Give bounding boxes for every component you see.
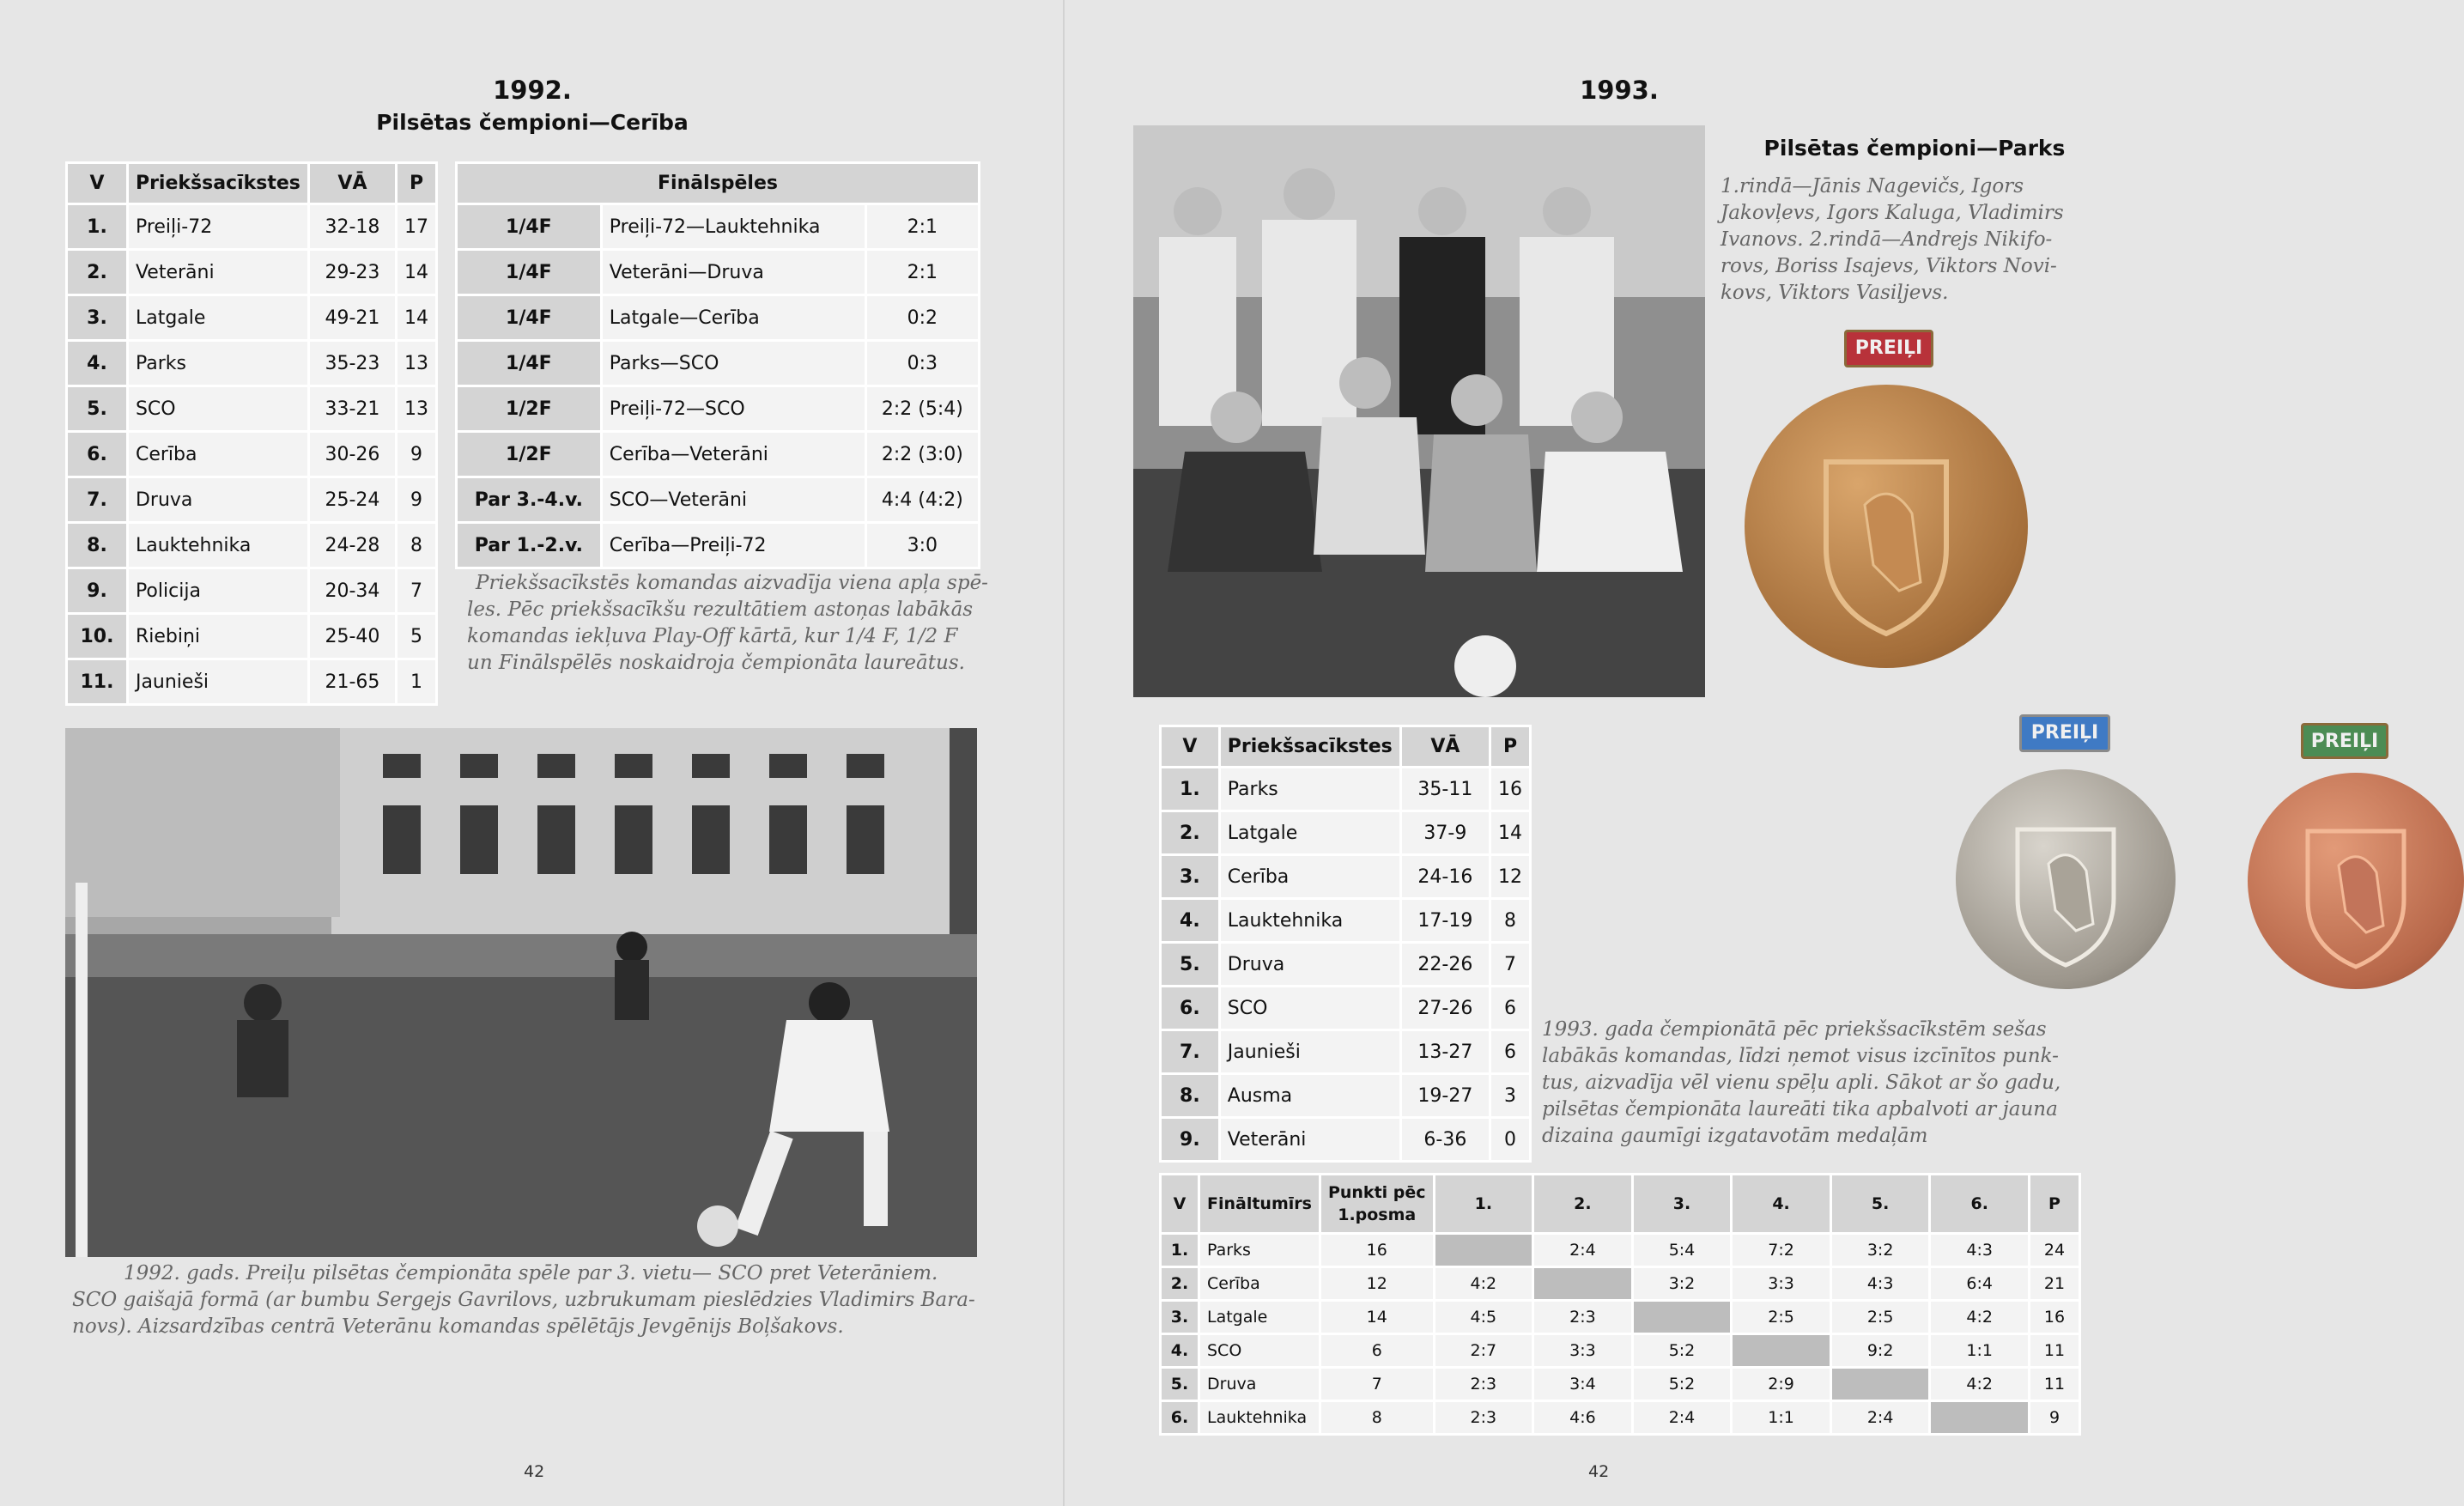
table-cell: 4:3 — [1832, 1268, 1929, 1299]
table-cell: Druva — [1200, 1369, 1319, 1400]
table-cell: 9 — [398, 478, 435, 521]
table-cell: 6:4 — [1931, 1268, 2028, 1299]
table-cell: SCO — [129, 387, 307, 430]
table-cell: 35-23 — [310, 342, 395, 385]
table-cell — [1832, 1369, 1929, 1400]
table-cell: 24-28 — [310, 524, 395, 567]
team-caption-line: kovs, Viktors Vasiļjevs. — [1721, 282, 1949, 304]
table-cell: Par 1.-2.v. — [458, 524, 600, 567]
team-photo — [1133, 125, 1705, 697]
final-tournament-table — [1159, 1173, 2081, 1436]
table-cell: 1. — [1162, 768, 1218, 810]
gold-medal — [1745, 385, 2028, 668]
table-cell: 6 — [1321, 1335, 1433, 1366]
col-header-team: Priekšsacīkstes — [1221, 727, 1399, 766]
caption-line: 1992. gads. Preiļu pilsētas čempionāta spēle par 3. vietu— SCO pret Veterāniem. — [124, 1262, 938, 1284]
table-cell: 4:6 — [1534, 1402, 1631, 1433]
table-cell: 25-40 — [310, 615, 395, 658]
ft-col-total: P — [2030, 1175, 2079, 1232]
table-cell: 9. — [68, 569, 126, 612]
table-cell: 1. — [68, 205, 126, 248]
table-cell: Lauktehnika — [1200, 1402, 1319, 1433]
year-title-1992: 1992. — [493, 76, 572, 105]
ft-col-4: 4. — [1733, 1175, 1830, 1232]
table-cell: 2:2 (3:0) — [867, 433, 978, 476]
table-row — [458, 433, 978, 476]
table-cell: Latgale — [1200, 1302, 1319, 1333]
table-cell: 7:2 — [1733, 1235, 1830, 1266]
table-row — [458, 205, 978, 248]
table-cell: 7 — [1321, 1369, 1433, 1400]
table-cell: 7 — [1491, 944, 1529, 985]
table-cell: 13 — [398, 342, 435, 385]
table-cell: 22-26 — [1402, 944, 1489, 985]
bronze-medal — [2248, 773, 2464, 989]
playoff-note — [467, 570, 1017, 677]
table-cell: 4:2 — [1931, 1302, 2028, 1333]
raven-shield-icon — [1745, 385, 2028, 668]
table-cell: 33-21 — [310, 387, 395, 430]
table-cell: 0:3 — [867, 342, 978, 385]
table-row — [458, 251, 978, 294]
note-line: les. Pēc priekšsacīkšu rezultātiem astoņas labākās — [467, 598, 974, 621]
team-caption-line: 1.rindā—Jānis Nagevičs, Igors — [1721, 175, 2024, 197]
table-cell: Preiļi-72—Lauktehnika — [603, 205, 865, 248]
table-cell: 1/4F — [458, 205, 600, 248]
medal-caption-line: labākās komandas, līdzi ņemot visus izcīnītos punk- — [1542, 1045, 2059, 1067]
table-cell: Cerība—Veterāni — [603, 433, 865, 476]
table-row — [1162, 1075, 1529, 1116]
table-row — [68, 660, 435, 703]
table-cell: 27-26 — [1402, 987, 1489, 1029]
table-cell: 1/4F — [458, 251, 600, 294]
table-cell: 2:3 — [1435, 1402, 1532, 1433]
table-cell: Druva — [1221, 944, 1399, 985]
table-cell: 1/2F — [458, 433, 600, 476]
table-cell: 3:2 — [1634, 1268, 1731, 1299]
table-cell: 1 — [398, 660, 435, 703]
col-header-points: P — [1491, 727, 1529, 766]
table-cell: Jaunieši — [129, 660, 307, 703]
table-cell: 1/4F — [458, 296, 600, 339]
table-row — [1162, 1235, 2079, 1266]
ft-col-place: V — [1162, 1175, 1198, 1232]
table-cell: 2:9 — [1733, 1369, 1830, 1400]
table-cell: 21-65 — [310, 660, 395, 703]
medals-caption — [1542, 1017, 2109, 1150]
table-cell: 11 — [2030, 1369, 2079, 1400]
team-caption-line: rovs, Boriss Isajevs, Viktors Novi- — [1721, 255, 2057, 277]
caption-line: novs). Aizsardzības centrā Veterānu komandas spēlētājs Jevgēnijs Boļšakovs. — [72, 1315, 844, 1338]
table-cell: 4. — [1162, 1335, 1198, 1366]
table-cell: Cerība — [129, 433, 307, 476]
table-cell: 3:0 — [867, 524, 978, 567]
table-row — [1162, 856, 1529, 897]
table-cell — [1733, 1335, 1830, 1366]
table-cell — [1931, 1402, 2028, 1433]
table-cell: 2:4 — [1534, 1235, 1631, 1266]
medal-caption-line: tus, aizvadīja vēl vienu spēļu apli. Sākot ar šo gadu, — [1542, 1072, 2061, 1094]
table-cell: 5 — [398, 615, 435, 658]
table-cell: 3:4 — [1534, 1369, 1631, 1400]
medal-caption-line: 1993. gada čempionātā pēc priekšsacīkstēm sešas — [1542, 1018, 2047, 1041]
table-row — [458, 296, 978, 339]
table-cell: 29-23 — [310, 251, 395, 294]
table-cell: 5. — [1162, 944, 1218, 985]
table-row — [1162, 1119, 1529, 1160]
table-cell: 6. — [68, 433, 126, 476]
table-cell: 5:2 — [1634, 1335, 1731, 1366]
team-photo-illustration — [1133, 125, 1705, 697]
champions-subtitle-1993: Pilsētas čempioni—Parks — [1763, 136, 2066, 161]
table-cell: Veterāni — [1221, 1119, 1399, 1160]
caption-line: SCO gaišajā formā (ar bumbu Sergejs Gavrilovs, uzbrukumam pieslēdzies Vladimirs Bara- — [72, 1289, 975, 1311]
table-cell: 0 — [1491, 1119, 1529, 1160]
raven-shield-icon — [2248, 773, 2464, 989]
table-row — [68, 433, 435, 476]
table-cell: 0:2 — [867, 296, 978, 339]
table-cell: 11. — [68, 660, 126, 703]
table-cell: 3:3 — [1733, 1268, 1830, 1299]
table-cell: 16 — [1491, 768, 1529, 810]
bronze-medal-ribbon: PREIĻI — [2301, 723, 2388, 759]
table-cell: 17-19 — [1402, 900, 1489, 941]
table-row — [458, 478, 978, 521]
table-cell: 9 — [2030, 1402, 2079, 1433]
table-cell: 4:4 (4:2) — [867, 478, 978, 521]
table-cell: Latgale — [129, 296, 307, 339]
table-cell: 1/2F — [458, 387, 600, 430]
table-row — [1162, 1402, 2079, 1433]
table-cell: 14 — [398, 296, 435, 339]
table-cell: 4. — [1162, 900, 1218, 941]
table-cell: Policija — [129, 569, 307, 612]
table-cell: Preiļi-72 — [129, 205, 307, 248]
table-cell: 6-36 — [1402, 1119, 1489, 1160]
table-cell: 13 — [398, 387, 435, 430]
table-cell: 12 — [1321, 1268, 1433, 1299]
table-row — [1162, 900, 1529, 941]
table-cell: Cerība — [1200, 1268, 1319, 1299]
table-row — [1162, 1302, 2079, 1333]
table-row — [1162, 1268, 2079, 1299]
table-cell: Lauktehnika — [129, 524, 307, 567]
right-page — [1065, 0, 2379, 1506]
table-row — [68, 205, 435, 248]
table-cell: 25-24 — [310, 478, 395, 521]
table-row — [1162, 1369, 2079, 1400]
table-cell: Latgale—Cerība — [603, 296, 865, 339]
table-row — [458, 387, 978, 430]
table-row — [68, 342, 435, 385]
col-header-place: V — [1162, 727, 1218, 766]
table-cell: Parks — [1200, 1235, 1319, 1266]
table-cell: 4:3 — [1931, 1235, 2028, 1266]
table-cell: 13-27 — [1402, 1031, 1489, 1072]
table-row — [68, 387, 435, 430]
medal-caption-line: pilsētas čempionāta laureāti tika apbalvoti ar jauna — [1542, 1098, 2058, 1120]
table-cell: Ausma — [1221, 1075, 1399, 1116]
table-cell: 9 — [398, 433, 435, 476]
col-header-goals: VĀ — [1402, 727, 1489, 766]
table-cell: 17 — [398, 205, 435, 248]
table-cell: 11 — [2030, 1335, 2079, 1366]
table-cell: 1. — [1162, 1235, 1198, 1266]
table-cell: 1:1 — [1931, 1335, 2028, 1366]
year-title-1993: 1993. — [1580, 76, 1659, 105]
table-cell: 2:3 — [1435, 1369, 1532, 1400]
table-cell: 2:4 — [1832, 1402, 1929, 1433]
table-cell — [1435, 1235, 1532, 1266]
table-cell: 4:2 — [1931, 1369, 2028, 1400]
table-cell: 2. — [68, 251, 126, 294]
table-cell: 21 — [2030, 1268, 2079, 1299]
table-cell: 7. — [1162, 1031, 1218, 1072]
table-cell: 2:1 — [867, 251, 978, 294]
table-cell: 19-27 — [1402, 1075, 1489, 1116]
table-cell: 4:2 — [1435, 1268, 1532, 1299]
col-header-place: V — [68, 164, 126, 203]
ft-col-team: Fināltumīrs — [1200, 1175, 1319, 1232]
table-cell: 2:1 — [867, 205, 978, 248]
table-cell: Cerība—Preiļi-72 — [603, 524, 865, 567]
table-cell: Veterāni — [129, 251, 307, 294]
medal-caption-line: dizaina gaumīgi izgatavotām medaļām — [1542, 1125, 1928, 1147]
table-cell: 2:4 — [1634, 1402, 1731, 1433]
table-cell: 1:1 — [1733, 1402, 1830, 1433]
table-cell: 14 — [1321, 1302, 1433, 1333]
table-cell: 6 — [1491, 1031, 1529, 1072]
table-cell: 8. — [68, 524, 126, 567]
silver-medal-ribbon: PREIĻI — [2019, 714, 2110, 752]
table-cell: Parks — [1221, 768, 1399, 810]
table-cell: Parks—SCO — [603, 342, 865, 385]
table-row — [68, 296, 435, 339]
table-cell: 2. — [1162, 1268, 1198, 1299]
table-cell: 3:2 — [1832, 1235, 1929, 1266]
team-caption-line: Jakovļevs, Igors Kaluga, Vladimirs — [1721, 202, 2064, 224]
table-cell: 20-34 — [310, 569, 395, 612]
table-row — [458, 342, 978, 385]
match-photo-caption — [65, 1260, 1010, 1340]
ft-col-2: 2. — [1534, 1175, 1631, 1232]
table-cell: 14 — [1491, 812, 1529, 853]
table-cell: 9. — [1162, 1119, 1218, 1160]
table-cell: 24-16 — [1402, 856, 1489, 897]
ft-col-points-line: Punkti pēc — [1327, 1183, 1426, 1202]
table-cell: 8 — [1491, 900, 1529, 941]
table-cell: 7 — [398, 569, 435, 612]
table-cell: 3 — [1491, 1075, 1529, 1116]
table-cell: 6 — [1491, 987, 1529, 1029]
table-cell: 16 — [1321, 1235, 1433, 1266]
note-line: un Finālspēlēs noskaidroja čempionāta laureātus. — [467, 652, 965, 674]
standings-table-1992 — [65, 161, 438, 706]
note-line: Priekšsacīkstēs komandas aizvadīja viena apļa spē- — [476, 572, 988, 594]
left-page — [0, 0, 1065, 1506]
table-cell: Cerība — [1221, 856, 1399, 897]
table-cell: 3:3 — [1534, 1335, 1631, 1366]
standings-table-1993 — [1159, 725, 1532, 1163]
table-cell: 9:2 — [1832, 1335, 1929, 1366]
table-cell: 14 — [398, 251, 435, 294]
table-row — [1162, 812, 1529, 853]
table-cell: 6. — [1162, 987, 1218, 1029]
table-cell: Riebiņi — [129, 615, 307, 658]
table-cell: Jaunieši — [1221, 1031, 1399, 1072]
table-cell: 3. — [1162, 1302, 1198, 1333]
raven-shield-icon — [1956, 769, 2176, 989]
table-row — [1162, 944, 1529, 985]
table-cell: 10. — [68, 615, 126, 658]
ft-col-points-after-stage — [1321, 1175, 1433, 1232]
col-header-team: Priekšsacīkstes — [129, 164, 307, 203]
table-cell: 37-9 — [1402, 812, 1489, 853]
table-cell: 5:2 — [1634, 1369, 1731, 1400]
table-cell: SCO — [1200, 1335, 1319, 1366]
table-cell: Parks — [129, 342, 307, 385]
table-cell: 12 — [1491, 856, 1529, 897]
table-row — [1162, 1031, 1529, 1072]
page-number: 42 — [1588, 1462, 1610, 1481]
table-row — [68, 524, 435, 567]
table-row — [1162, 987, 1529, 1029]
table-row — [1162, 768, 1529, 810]
ft-col-3: 3. — [1634, 1175, 1731, 1232]
table-cell: Lauktehnika — [1221, 900, 1399, 941]
table-cell — [1534, 1268, 1631, 1299]
team-photo-caption — [1721, 173, 2124, 307]
table-cell: 1/4F — [458, 342, 600, 385]
table-cell: Preiļi-72—SCO — [603, 387, 865, 430]
col-header-points: P — [398, 164, 435, 203]
table-row — [458, 524, 978, 567]
table-cell: 5. — [68, 387, 126, 430]
table-row — [1162, 1335, 2079, 1366]
col-header-goals: VĀ — [310, 164, 395, 203]
champions-subtitle-1992: Pilsētas čempioni—Cerība — [376, 110, 689, 135]
table-row — [68, 478, 435, 521]
table-cell: 8 — [398, 524, 435, 567]
table-cell: 32-18 — [310, 205, 395, 248]
table-cell: 8. — [1162, 1075, 1218, 1116]
table-cell — [1634, 1302, 1731, 1333]
table-cell: Par 3.-4.v. — [458, 478, 600, 521]
ft-col-6: 6. — [1931, 1175, 2028, 1232]
table-cell: 16 — [2030, 1302, 2079, 1333]
table-cell: 30-26 — [310, 433, 395, 476]
note-line: komandas iekļuva Play-Off kārtā, kur 1/4 F, 1/2 F — [467, 625, 958, 647]
table-cell: 8 — [1321, 1402, 1433, 1433]
table-cell: SCO — [1221, 987, 1399, 1029]
table-cell: Latgale — [1221, 812, 1399, 853]
gold-medal-ribbon: PREIĻI — [1844, 330, 1933, 367]
table-row — [68, 569, 435, 612]
ft-col-1: 1. — [1435, 1175, 1532, 1232]
table-cell: 24 — [2030, 1235, 2079, 1266]
table-cell: 2:2 (5:4) — [867, 387, 978, 430]
table-cell: 5:4 — [1634, 1235, 1731, 1266]
table-cell: SCO—Veterāni — [603, 478, 865, 521]
table-cell: 3. — [1162, 856, 1218, 897]
table-cell: 3. — [68, 296, 126, 339]
table-cell: 2:7 — [1435, 1335, 1532, 1366]
finals-header: Finālspēles — [458, 164, 978, 203]
ft-col-5: 5. — [1832, 1175, 1929, 1232]
match-photo — [65, 728, 977, 1257]
table-cell: 4. — [68, 342, 126, 385]
table-cell: 35-11 — [1402, 768, 1489, 810]
table-cell: 6. — [1162, 1402, 1198, 1433]
page-number: 42 — [524, 1462, 545, 1481]
team-caption-line: Ivanovs. 2.rindā—Andrejs Nikifo- — [1721, 228, 2053, 251]
table-cell: 2:3 — [1534, 1302, 1631, 1333]
table-cell: 4:5 — [1435, 1302, 1532, 1333]
table-cell: Druva — [129, 478, 307, 521]
table-row — [68, 615, 435, 658]
table-row — [68, 251, 435, 294]
finals-table-1992 — [455, 161, 980, 569]
table-cell: 7. — [68, 478, 126, 521]
table-cell: 2:5 — [1832, 1302, 1929, 1333]
ft-col-points-line: 1.posma — [1338, 1205, 1417, 1224]
match-photo-illustration — [65, 728, 977, 1257]
table-cell: 2. — [1162, 812, 1218, 853]
table-cell: 5. — [1162, 1369, 1198, 1400]
table-cell: Veterāni—Druva — [603, 251, 865, 294]
silver-medal — [1956, 769, 2176, 989]
table-cell: 49-21 — [310, 296, 395, 339]
table-cell: 2:5 — [1733, 1302, 1830, 1333]
